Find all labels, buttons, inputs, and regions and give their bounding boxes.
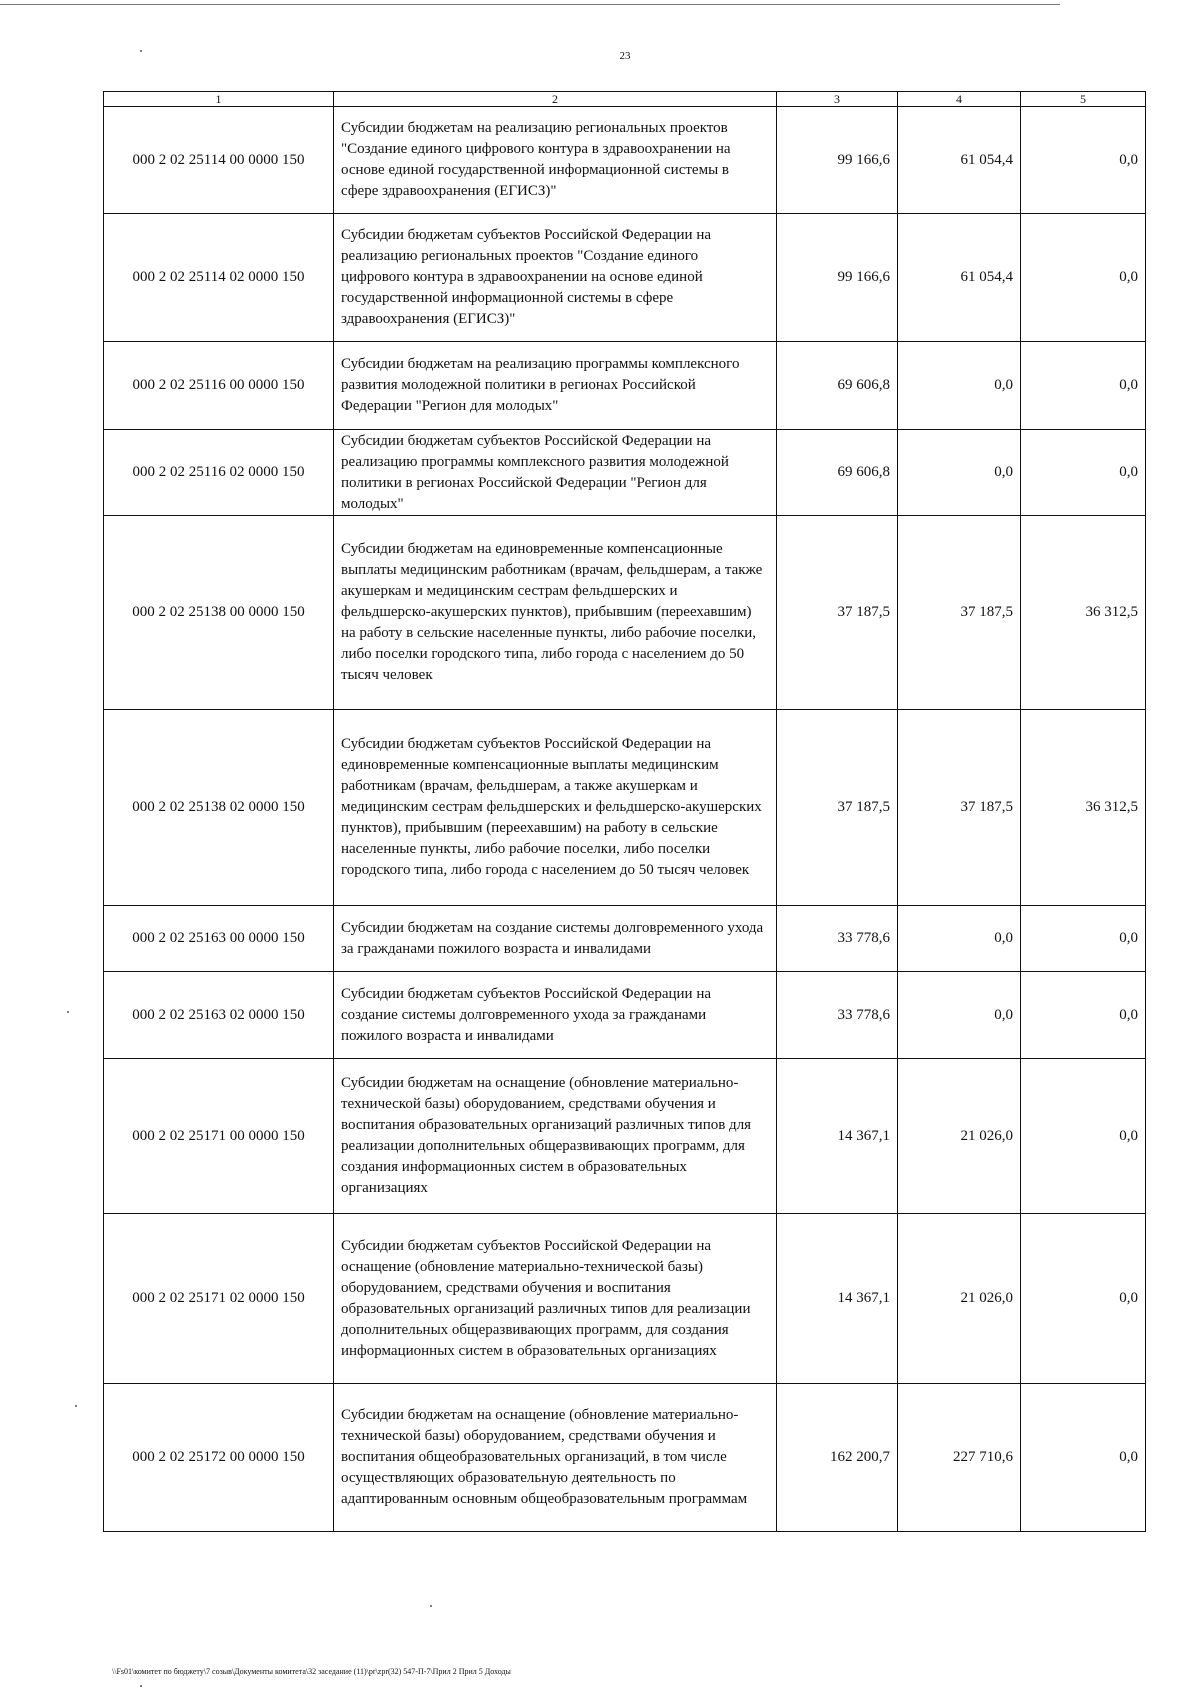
scan-speck xyxy=(140,1685,142,1687)
budget-code: 000 2 02 25163 02 0000 150 xyxy=(104,972,334,1059)
row-description: Субсидии бюджетам субъектов Российской Федерации на реализацию региональных проектов "Создание единого цифрового контура в здравоохранении на основе единой государственной информационной системы в сфере здравоохранения (ЕГИСЗ)" xyxy=(334,214,777,342)
value-col-5: 0,0 xyxy=(1021,1214,1146,1384)
budget-code: 000 2 02 25138 00 0000 150 xyxy=(104,516,334,710)
top-rule xyxy=(0,4,1060,5)
value-col-4: 0,0 xyxy=(898,906,1021,972)
table-row xyxy=(104,906,1146,972)
value-col-3: 14 367,1 xyxy=(777,1059,898,1214)
budget-code: 000 2 02 25116 02 0000 150 xyxy=(104,430,334,516)
row-description: Субсидии бюджетам на единовременные компенсационные выплаты медицинским работникам (врачам, фельдшерам, а также акушеркам и медицинским сестрам фельдшерских и фельдшерско-акушерских пунктов), прибывшим (переехавшим) на работу в сельские населенные пункты, либо рабочие поселки, либо поселки городского типа, либо города с населением до 50 тысяч человек xyxy=(334,516,777,710)
table-row xyxy=(104,516,1146,710)
row-description: Субсидии бюджетам на реализацию программы комплексного развития молодежной политики в регионах Российской Федерации "Регион для молодых" xyxy=(334,342,777,430)
page-number: 23 xyxy=(619,50,631,62)
row-description: Субсидии бюджетам субъектов Российской Федерации на единовременные компенсационные выплаты медицинским работникам (врачам, фельдшерам, а также акушеркам и медицинским сестрам фельдшерских и фельдшерско-акушерских пунктов), прибывшим (переехавшим) на работу в сельские населенные пункты, либо рабочие поселки, либо поселки городского типа, либо города с населением до 50 тысяч человек xyxy=(334,710,777,906)
row-description: Субсидии бюджетам на оснащение (обновление материально-технической базы) оборудованием, средствами обучения и воспитания общеобразовательных организаций, в том числе осуществляющих образовательную деятельность по адаптированным основным общеобразовательным программам xyxy=(334,1384,777,1532)
value-col-5: 0,0 xyxy=(1021,972,1146,1059)
value-col-5: 36 312,5 xyxy=(1021,516,1146,710)
value-col-5: 0,0 xyxy=(1021,107,1146,214)
column-header-3: 3 xyxy=(777,92,898,107)
table-row xyxy=(104,342,1146,430)
budget-code: 000 2 02 25171 02 0000 150 xyxy=(104,1214,334,1384)
budget-code: 000 2 02 25163 00 0000 150 xyxy=(104,906,334,972)
row-description: Субсидии бюджетам субъектов Российской Федерации на реализацию программы комплексного развития молодежной политики в регионах Российской Федерации "Регион для молодых" xyxy=(334,430,777,516)
revenue-table xyxy=(103,91,1146,1532)
value-col-5: 0,0 xyxy=(1021,1059,1146,1214)
value-col-3: 69 606,8 xyxy=(777,430,898,516)
value-col-3: 37 187,5 xyxy=(777,516,898,710)
value-col-3: 33 778,6 xyxy=(777,972,898,1059)
scan-speck xyxy=(75,1405,77,1407)
value-col-3: 162 200,7 xyxy=(777,1384,898,1532)
value-col-5: 0,0 xyxy=(1021,1384,1146,1532)
scan-speck xyxy=(430,1605,432,1607)
column-header-1: 1 xyxy=(104,92,334,107)
value-col-5: 36 312,5 xyxy=(1021,710,1146,906)
value-col-4: 0,0 xyxy=(898,972,1021,1059)
row-description: Субсидии бюджетам на создание системы долговременного ухода за гражданами пожилого возраста и инвалидами xyxy=(334,906,777,972)
row-description: Субсидии бюджетам субъектов Российской Федерации на создание системы долговременного ухода за гражданами пожилого возраста и инвалидами xyxy=(334,972,777,1059)
table-row xyxy=(104,214,1146,342)
budget-code: 000 2 02 25114 02 0000 150 xyxy=(104,214,334,342)
value-col-5: 0,0 xyxy=(1021,906,1146,972)
value-col-4: 37 187,5 xyxy=(898,710,1021,906)
value-col-4: 61 054,4 xyxy=(898,107,1021,214)
table-row xyxy=(104,430,1146,516)
value-col-3: 99 166,6 xyxy=(777,214,898,342)
value-col-5: 0,0 xyxy=(1021,342,1146,430)
scan-speck xyxy=(67,1011,69,1013)
value-col-3: 33 778,6 xyxy=(777,906,898,972)
value-col-4: 61 054,4 xyxy=(898,214,1021,342)
value-col-3: 99 166,6 xyxy=(777,107,898,214)
value-col-3: 37 187,5 xyxy=(777,710,898,906)
column-header-5: 5 xyxy=(1021,92,1146,107)
budget-code: 000 2 02 25138 02 0000 150 xyxy=(104,710,334,906)
value-col-4: 37 187,5 xyxy=(898,516,1021,710)
column-header-2: 2 xyxy=(334,92,777,107)
value-col-4: 0,0 xyxy=(898,430,1021,516)
value-col-3: 69 606,8 xyxy=(777,342,898,430)
budget-code: 000 2 02 25171 00 0000 150 xyxy=(104,1059,334,1214)
footer-file-path: \\Fs01\комитет по бюджету\7 созыв\Документы комитета\32 заседание (11)\pr\zpr(32) 547-П-7\Прил 2 Прил 5 Доходы xyxy=(112,1667,511,1676)
value-col-3: 14 367,1 xyxy=(777,1214,898,1384)
value-col-4: 21 026,0 xyxy=(898,1214,1021,1384)
row-description: Субсидии бюджетам субъектов Российской Федерации на оснащение (обновление материально-технической базы) оборудованием, средствами обучения и воспитания образовательных организаций различных типов для реализации дополнительных общеразвивающих программ, для создания информационных систем в образовательных организациях xyxy=(334,1214,777,1384)
table-row xyxy=(104,107,1146,214)
table-row xyxy=(104,1214,1146,1384)
table-row xyxy=(104,1384,1146,1532)
table-row xyxy=(104,972,1146,1059)
value-col-4: 21 026,0 xyxy=(898,1059,1021,1214)
scan-speck xyxy=(140,50,142,52)
value-col-5: 0,0 xyxy=(1021,214,1146,342)
table-row xyxy=(104,710,1146,906)
budget-code: 000 2 02 25172 00 0000 150 xyxy=(104,1384,334,1532)
table-row xyxy=(104,1059,1146,1214)
row-description: Субсидии бюджетам на оснащение (обновление материально-технической базы) оборудованием, средствами обучения и воспитания образовательных организаций различных типов для реализации дополнительных общеразвивающих программ, для создания информационных систем в образовательных организациях xyxy=(334,1059,777,1214)
header-row xyxy=(104,92,1146,107)
value-col-5: 0,0 xyxy=(1021,430,1146,516)
column-header-4: 4 xyxy=(898,92,1021,107)
budget-code: 000 2 02 25114 00 0000 150 xyxy=(104,107,334,214)
budget-code: 000 2 02 25116 00 0000 150 xyxy=(104,342,334,430)
row-description: Субсидии бюджетам на реализацию региональных проектов "Создание единого цифрового контура в здравоохранении на основе единой государственной информационной системы в сфере здравоохранения (ЕГИСЗ)" xyxy=(334,107,777,214)
value-col-4: 0,0 xyxy=(898,342,1021,430)
value-col-4: 227 710,6 xyxy=(898,1384,1021,1532)
